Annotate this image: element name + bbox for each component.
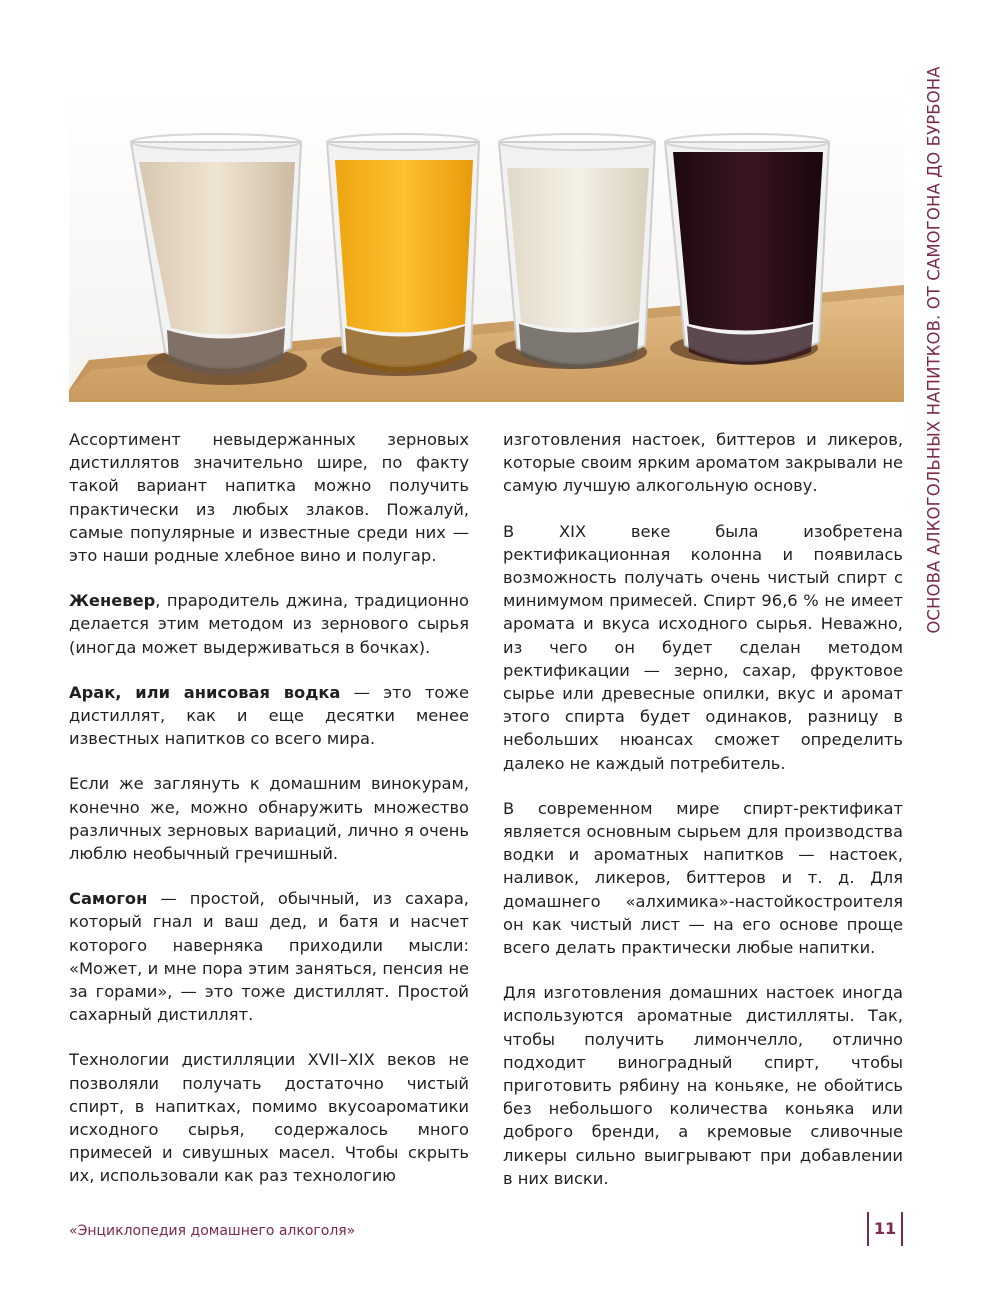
vertical-chapter-title (917, 66, 951, 634)
paragraph: В современном мире спирт-ректификат является основным сырьем для производства водки и ароматных напитков — настоек, наливок, ликеров, биттеров и т. д. Для домашнего «алхимика»-настойкостроителя он как чистый лист — на его основе проще всего делать практически любые напитки. (503, 798, 903, 958)
paragraph-text: , прародитель джина, традиционно делается этим методом из зернового сырья (иногда может выдерживаться в бочках). (69, 591, 469, 657)
chapter-title-text: ОСНОВА АЛКОГОЛЬНЫХ НАПИТКОВ. ОТ САМОГОНА ДО БУРБОНА (924, 66, 944, 634)
book-title: «Энциклопедия домашнего алкоголя» (69, 1223, 356, 1239)
paragraph: В XIX веке была изобретена ректификационная колонна и появилась возможность получать очень чистый спирт с минимумом примесей. Спирт 96,6 % не имеет аромата и вкуса исходного сырья. Неважно, из чего он будет сделан методом ректификации — зерно, сахар, фруктовое сырье или древесные опилки, вкус и аромат этого спирта будет одинаков, разницу в небольших нюансах сможет определить далеко не каждый потребитель. (503, 521, 903, 773)
page-number-box (867, 1212, 903, 1246)
paragraph: изготовления настоек, биттеров и ликеров, которые своим ярким ароматом закрывали не самую лучшую алкогольную основу. (503, 430, 903, 496)
paragraph-text: — это тоже дистиллят, как и еще десятки менее известных напитков со всего мира. (69, 682, 469, 749)
term-bold: Женевер (69, 591, 156, 611)
page-number: 11 (873, 1219, 897, 1238)
paragraph (69, 887, 469, 1026)
paragraph: Если же заглянуть к домашним винокурам, конечно же, можно обнаружить множество различных зерновых вариаций, лично я очень люблю необычный гречишный. (69, 774, 469, 864)
right-text-column (503, 428, 903, 1212)
page-divider-right (901, 1212, 903, 1246)
paragraph: Ассортимент невыдержанных зерновых дистиллятов значительно шире, по факту такой вариант напитка можно получить практически из любых злаков. Пожалуй, самые популярные и известные среди них — это наши родные хлебное вино и полугар. (69, 430, 469, 566)
paragraph: Технологии дистилляции XVII–XIX веков не позволяли получать достаточно чистый спирт, в напитках, помимо вкусоароматики исходного сырья, содержалось много примесей и сивушных масел. Чтобы скрыть их, использовали как раз технологию (69, 1050, 469, 1186)
left-text-column (69, 428, 469, 1210)
drinks-photo (69, 90, 904, 402)
term-bold: Арак, или анисовая водка (69, 682, 341, 702)
paragraph-text: — простой, обычный, из сахара, который гнал и ваш дед, и батя и насчет которого наверняка приходили мысли: «Может, и мне пора этим заняться, пенсия не за горами», — это тоже дистиллят. Простой сахарный дистиллят. (69, 889, 469, 1025)
paragraph (69, 681, 469, 751)
paragraph: Для изготовления домашних настоек иногда используются ароматные дистилляты. Так, чтобы получить лимончелло, отлично подходит виноградный спирт, чтобы приготовить рябину на коньяке, не обойтись без небольшого количества коньяка или доброго бренди, а кремовые сливочные ликеры сильно выигрывают при добавлении в них виски. (503, 983, 903, 1188)
term-bold: Самогон (69, 889, 148, 909)
paragraph (69, 589, 469, 659)
